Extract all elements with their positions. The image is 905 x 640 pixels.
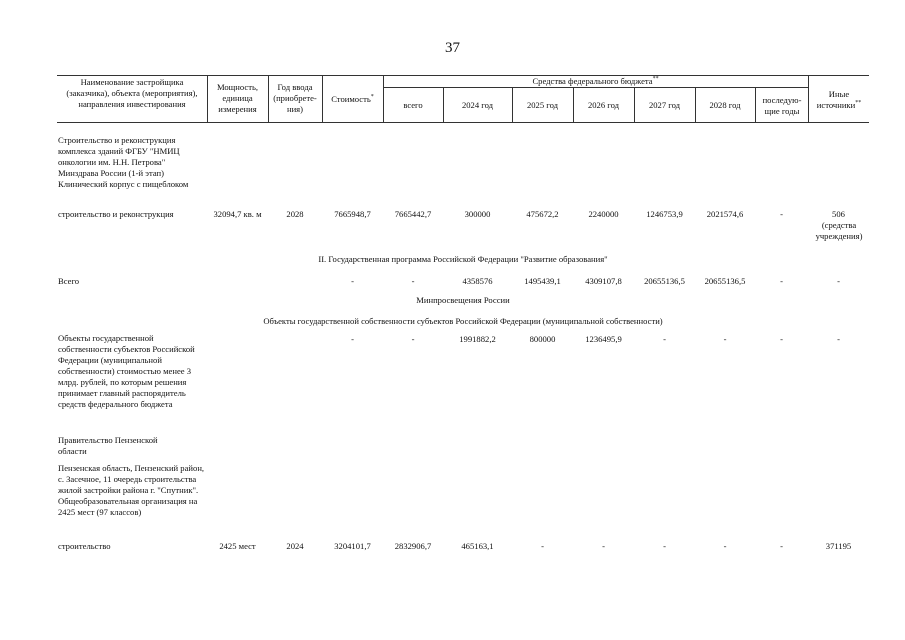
cell-2027: 20655136,5 [644,276,685,286]
cell-2024: 4358576 [462,276,493,286]
cell-2026: - [602,541,605,551]
cell-total: - [411,334,415,344]
cell-other: 506 [832,209,845,219]
cell-2028: 2021574,6 [706,209,744,219]
page-number: 37 [445,40,460,56]
cell-capacity: 2425 мест [219,541,256,551]
cell-total: 2832906,7 [394,541,432,551]
subheader-2027: 2027 год [648,100,681,110]
cell-cost: 7665948,7 [334,209,371,219]
cell-later: - [780,541,783,551]
row-name: строительство и реконструкция [58,209,174,219]
subheader-2024: 2024 год [461,100,494,110]
cell-2025: 800000 [529,334,556,344]
subheader-total: всего [403,100,423,110]
column-header-capacity: Мощность, единица измерения [216,82,259,114]
cell-2026: 4309107,8 [585,276,622,286]
cell-2027: - [663,541,666,551]
subheader-2028: 2028 год [709,100,741,110]
object-name: Пензенская область, Пензенский район, с. Засечное, 11 очередь строительства жилой застройки района г. "Спутник". Общеобразовательная организация на 2425 мест (97 классов) [58,463,205,517]
cell-other: 371195 [825,541,852,551]
federal-group-border [383,87,808,88]
cell-2026: 2240000 [588,209,619,219]
cell-other-note: (средства учреждения) [815,220,863,241]
cell-total: 7665442,7 [394,209,432,219]
cell-2026: 1236495,9 [585,334,622,344]
row-name: строительство [58,541,111,551]
cell-2025: - [541,541,544,551]
cell-total: - [411,276,415,286]
cell-2024: 465163,1 [461,541,494,551]
cell-2024: 1991882,2 [459,334,496,344]
cell-2027: - [663,334,666,344]
cell-2027: 1246753,9 [646,209,683,219]
column-header-name: Наименование застройщика (заказчика), объекта (мероприятия), направления инвестирования [66,77,198,109]
column-header-year: Год ввода (приобрете-ния) [273,82,317,114]
object-name: Строительство и реконструкция комплекса зданий ФГБУ "НМИЦ онкологии им. Н.Н. Петрова" Минздрава России (1-й этап) Клинический корпус с пищеблоком [58,135,189,189]
subheader-later-years: последую-щие годы [762,95,802,116]
cell-capacity: 32094,7 кв. м [213,209,262,219]
header-divider [207,75,208,122]
cell-year: 2028 [286,209,304,219]
ministry-title: Минпросвещения России [416,295,510,305]
government-name: Правительство Пензенской области [58,435,158,456]
subheader-2026: 2026 год [587,100,620,110]
cell-cost: - [351,276,354,286]
cell-2028: - [723,541,727,551]
cell-2028: - [723,334,727,344]
header-divider [268,75,269,122]
program-title: II. Государственная программа Российской Федерации "Развитие образования" [318,254,608,264]
cell-2025: 475672,2 [526,209,559,219]
cell-2028: 20655136,5 [704,276,746,286]
cell-2025: 1495439,1 [524,276,561,286]
cell-year: 2024 [286,541,304,551]
cell-cost: - [351,334,354,344]
header-divider [755,87,756,122]
cell-later: - [780,334,783,344]
cell-other: - [837,276,840,286]
cell-other: - [837,334,840,344]
row-name: Объекты государственной собственности субъектов Российской Федерации (муниципальной собственности) стоимостью менее 3 млрд. рублей, по которым решения принимает главный распорядитель средств федерального бюджета [58,333,195,409]
column-header-other-sources: Иные источники** [816,89,862,110]
subheader-2025: 2025 год [526,100,559,110]
objects-section-title: Объекты государственной собственности субъектов Российской Федерации (муниципальной собственности) [263,316,663,326]
cell-later: - [780,209,783,219]
cell-later: - [780,276,783,286]
row-name: Всего [58,276,80,286]
header-bottom-border [57,122,869,123]
federal-budget-header: Средства федерального бюджета** [532,76,659,86]
cell-cost: 3204101,7 [334,541,371,551]
column-header-cost: Стоимость* [331,94,374,104]
header-divider [808,75,809,122]
cell-2024: 300000 [464,209,491,219]
